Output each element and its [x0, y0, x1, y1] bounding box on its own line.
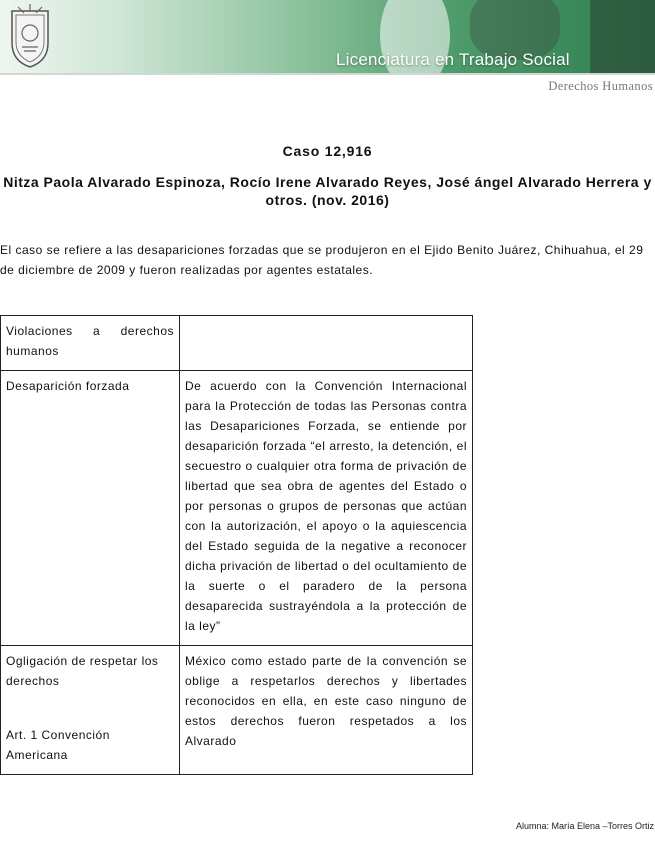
- table-cell-violation: Desaparición forzada: [1, 371, 180, 646]
- section-label: Derechos Humanos: [548, 79, 653, 93]
- banner-photo-portrait: [590, 0, 655, 73]
- table-cell-description: México como estado parte de la convención se oblige a respetarlos derechos y libertades reconocidos en ella, en este caso ninguno de estos derechos fueron respetados a los Alvarado: [180, 646, 473, 775]
- table-cell-description: De acuerdo con la Convención Internacional para la Protección de todas las Personas contra las Desapariciones Forzada, se entiende por desaparición forzada “el arresto, la detención, el secuestro o cualquier otra forma de privación de libertad que sea obra de agentes del Estado o por personas o grupos de personas que actúan con la autorización, el apoyo o la aquiescencia del Estado seguida de la negative a reconocer dicha privación de libertad o del ocultamiento de la suerte o el paradero de la persona desaparecida sustrayéndola a la protección de la ley”: [180, 371, 473, 646]
- university-seal-icon: [8, 3, 52, 69]
- table-row: [1, 371, 473, 646]
- banner-title: Licenciatura en Trabajo Social: [336, 50, 570, 69]
- footer-author: Alumna: María Elena –Torres Ortiz: [515, 821, 654, 831]
- table-header-right: [180, 316, 473, 371]
- table-header-left: Violaciones a derechos humanos: [1, 316, 180, 371]
- table-row: [1, 646, 473, 775]
- case-title: Caso 12,916: [282, 143, 373, 159]
- header-divider: [0, 73, 655, 75]
- rights-violations-table: [0, 315, 473, 775]
- intro-paragraph: El caso se refiere a las desapariciones forzadas que se produjeron en el Ejido Benito Juárez, Chihuahua, el 29 de diciembre de 2009 y fueron realizadas por agentes estatales.: [0, 243, 644, 277]
- obligation-label: Ogligación de respetar los derechos: [6, 654, 159, 688]
- table-cell-obligation: [1, 646, 180, 775]
- table-header-row: [1, 316, 473, 371]
- convention-article: Art. 1 Convención Americana: [6, 728, 110, 762]
- case-subtitle: Nitza Paola Alvarado Espinoza, Rocío Irene Alvarado Reyes, José ángel Alvarado Herrera y otros. (nov. 2016): [3, 174, 652, 208]
- header-banner: [0, 0, 655, 73]
